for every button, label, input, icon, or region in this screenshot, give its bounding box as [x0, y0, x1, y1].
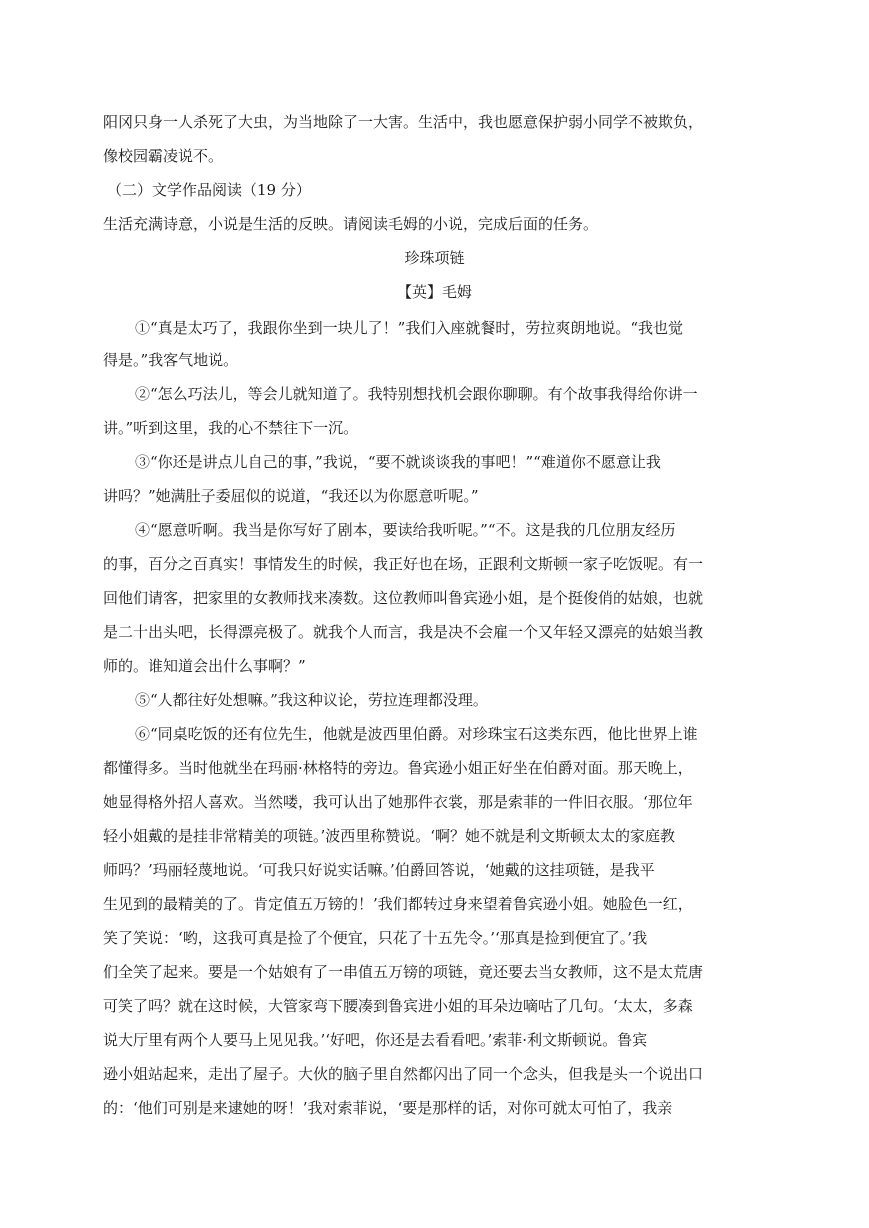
paragraph-6-line: 们全笑了起来。要是一个姑娘有了一串值五万镑的项链，竟还要去当女教师，这不是太荒唐 — [103, 963, 704, 981]
section-heading: （二）文学作品阅读（19 分） — [107, 181, 311, 199]
paragraph-6-line: 她显得格外招人喜欢。当然喽，我可认出了她那件衣裳，那是索菲的一件旧衣服。‘那位年 — [103, 793, 693, 811]
paragraph-1-line: 得是。”我客气地说。 — [103, 351, 239, 369]
paragraph-4-line: 回他们请客，把家里的女教师找来凑数。这位教师叫鲁宾逊小姐，是个挺俊俏的姑娘，也就 — [103, 589, 704, 607]
paragraph-6-line: 的：‘他们可别是来逮她的呀！’我对索菲说，‘要是那样的话，对你可就太可怕了，我亲 — [103, 1099, 673, 1117]
paragraph-4-line: ④“愿意听啊。我当是你写好了剧本，要读给我听呢。”“不。这是我的几位朋友经历 — [135, 521, 676, 539]
paragraph-6-line: 都懂得多。当时他就坐在玛丽·林格特的旁边。鲁宾逊小姐正好坐在伯爵对面。那天晚上， — [103, 759, 693, 777]
paragraph-2-line: ②“怎么巧法儿，等会儿就知道了。我特别想找机会跟你聊聊。有个故事我得给你讲一 — [135, 385, 698, 403]
paragraph-6-line: 逊小姐站起来，走出了屋子。大伙的脑子里自然都闪出了同一个念头，但我是头一个说出口 — [103, 1065, 704, 1083]
paragraph-6-line: 笑了笑说：‘哟，这我可真是捡了个便宜，只花了十五先令。’‘那真是捡到便宜了。’我 — [103, 929, 648, 947]
paragraph-6-line: 轻小姐戴的是挂非常精美的项链。’波西里称赞说。‘啊？她不就是利文斯顿太太的家庭教 — [103, 827, 676, 845]
paragraph-line: 阳冈只身一人杀死了大虫，为当地除了一大害。生活中，我也愿意保护弱小同学不被欺负， — [103, 113, 704, 131]
paragraph-6-line: 师吗？’玛丽轻蔑地说。‘可我只好说实话嘛。’伯爵回答说，‘她戴的这挂项链，是我平 — [103, 861, 655, 879]
instruction-line: 生活充满诗意，小说是生活的反映。请阅读毛姆的小说，完成后面的任务。 — [103, 215, 599, 233]
paragraph-line: 像校园霸凌说不。 — [103, 147, 224, 165]
paragraph-4-line: 师的。谁知道会出什么事啊？” — [103, 657, 306, 675]
paragraph-2-line: 讲。”听到这里，我的心不禁往下一沉。 — [103, 419, 359, 437]
paragraph-3-line: ③“你还是讲点儿自己的事，”我说，“要不就谈谈我的事吧！”“难道你不愿意让我 — [135, 453, 661, 471]
paragraph-6-line: 说大厅里有两个人要马上见见我。’‘好吧，你还是去看看吧。’索菲·利文斯顿说。鲁宾 — [103, 1031, 648, 1049]
paragraph-1-line: ①“真是太巧了，我跟你坐到一块儿了！”我们入座就餐时，劳拉爽朗地说。“我也觉 — [135, 319, 684, 337]
story-author: 【英】毛姆 — [396, 283, 472, 301]
paragraph-6-line: ⑥“同桌吃饭的还有位先生，他就是波西里伯爵。对珍珠宝石这类东西，他比世界上谁 — [135, 725, 698, 743]
paragraph-6-line: 可笑了吗？就在这时候，大管家弯下腰凑到鲁宾进小姐的耳朵边嘀咕了几句。‘太太，多森 — [103, 997, 693, 1015]
paragraph-4-line: 是二十出头吧，长得漂亮极了。就我个人而言，我是决不会雇一个又年轻又漂亮的姑娘当教 — [103, 623, 704, 641]
paragraph-4-line: 的事，百分之百真实！事情发生的时候，我正好也在场，正跟利文斯顿一家子吃饭呢。有一 — [103, 555, 704, 573]
paragraph-6-line: 生见到的最精美的了。肯定值五万镑的！’我们都转过身来望着鲁宾逊小姐。她脸色一红， — [103, 895, 693, 913]
story-title: 珍珠项链 — [404, 249, 465, 267]
paragraph-5-line: ⑤“人都往好处想嘛。”我这种议论，劳拉连理都没理。 — [135, 691, 488, 709]
paragraph-3-line: 讲吗？”她满肚子委屈似的说道，“我还以为你愿意听呢。” — [103, 487, 479, 505]
